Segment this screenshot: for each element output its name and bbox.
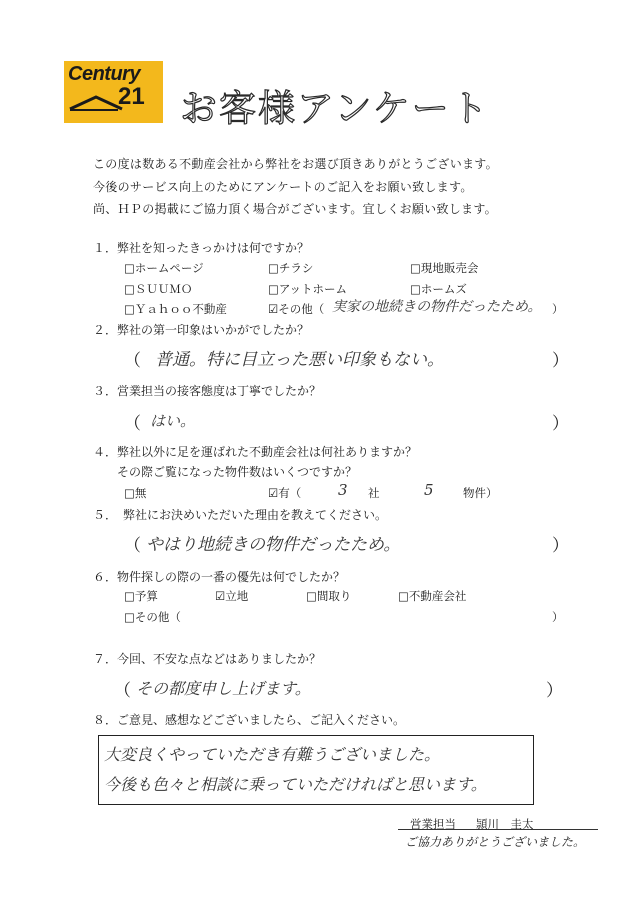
staff-name: 頴川 圭太 bbox=[476, 817, 534, 831]
intro-line-2: 今後のサービス向上のためにアンケートのご記入をお願い致します。 bbox=[93, 180, 473, 194]
q1-other-close: ） bbox=[552, 302, 564, 316]
q4-unit-property: 物件） bbox=[463, 486, 498, 500]
q4-property-count: 5 bbox=[424, 481, 434, 499]
q4-label: ４．弊社以外に足を運ばれた不動産会社は何社ありますか？ bbox=[93, 445, 418, 459]
logo-number: 21 bbox=[118, 83, 145, 110]
q2-answer: 普通。特に目立った悪い印象もない。 bbox=[155, 350, 444, 370]
q1-option-flyer: □チラシ bbox=[268, 261, 314, 275]
q6-option-other: □その他（ bbox=[124, 610, 181, 624]
q4-label-2: その際ご覧になった物件数はいくつですか？ bbox=[117, 465, 358, 479]
q5-answer: やはり地続きの物件だったため。 bbox=[146, 535, 401, 555]
signature-line bbox=[398, 829, 598, 830]
q3-label: ３．営業担当の接客態度は丁寧でしたか？ bbox=[93, 384, 322, 398]
intro-line-1: この度は数ある不動産会社から弊社をお選び頂きありがとうございます。 bbox=[93, 157, 498, 171]
q7-open-paren: （ bbox=[114, 681, 131, 701]
intro-line-3: 尚、ＨＰの掲載にご協力頂く場合がございます。宜しくお願い致します。 bbox=[93, 202, 497, 216]
logo-wordmark: Century bbox=[68, 63, 141, 85]
q4-company-count: 3 bbox=[338, 481, 348, 499]
q7-answer: その都度申し上げます。 bbox=[136, 679, 311, 698]
q6-option-layout: □間取り bbox=[306, 589, 352, 603]
q1-other-answer: 実家の地続きの物件だったため。 bbox=[332, 299, 542, 315]
q1-option-homepage: □ホームページ bbox=[124, 261, 204, 275]
comment-line-2: 今後も色々と相談に乗っていただければと思います。 bbox=[104, 775, 487, 794]
century21-logo bbox=[64, 61, 163, 123]
q2-label: ２．弊社の第一印象はいかがでしたか？ bbox=[93, 323, 310, 337]
q6-label: ６．物件探しの際の一番の優先は何でしたか？ bbox=[93, 570, 346, 584]
q8-label: ８．ご意見、感想などございましたら、ご記入ください。 bbox=[93, 713, 406, 727]
staff-label: 営業担当 bbox=[410, 817, 456, 831]
comment-box bbox=[98, 735, 534, 805]
page-title: お客様アンケート bbox=[180, 87, 490, 130]
q6-option-location: ☑立地 bbox=[215, 589, 249, 603]
q1-option-suumo: □ＳＵＵＭＯ bbox=[124, 282, 193, 296]
q4-option-yes: ☑有（ bbox=[268, 486, 302, 500]
q1-option-athome: □アットホーム bbox=[268, 282, 348, 296]
q7-close-paren: ） bbox=[546, 681, 563, 701]
comment-line-1: 大変良くやっていただき有難うございました。 bbox=[104, 745, 441, 764]
q3-close-paren: ） bbox=[552, 414, 569, 434]
thanks-text: ご協力ありがとうございました。 bbox=[405, 835, 586, 849]
q4-unit-company: 社 bbox=[368, 486, 380, 500]
q2-close-paren: ） bbox=[552, 351, 569, 371]
q5-close-paren: ） bbox=[552, 536, 569, 556]
q3-open-paren: （ bbox=[124, 414, 141, 434]
q6-other-close: ） bbox=[552, 610, 564, 624]
q1-option-open-house: □現地販売会 bbox=[410, 261, 479, 275]
q3-answer: はい。 bbox=[150, 412, 196, 430]
q5-label: ５． 弊社にお決めいただいた理由を教えてください。 bbox=[93, 508, 388, 522]
q1-option-yahoo: □Ｙａｈｏｏ不動産 bbox=[124, 302, 227, 316]
q6-option-agency: □不動産会社 bbox=[398, 589, 467, 603]
q1-option-homes: □ホームズ bbox=[410, 282, 467, 296]
q2-open-paren: （ bbox=[124, 351, 141, 371]
q5-open-paren: （ bbox=[124, 536, 141, 556]
q4-option-none: □無 bbox=[124, 486, 147, 500]
q6-option-budget: □予算 bbox=[124, 589, 158, 603]
q1-label: １．弊社を知ったきっかけは何ですか？ bbox=[93, 241, 310, 255]
q7-label: ７．今回、不安な点などはありましたか？ bbox=[93, 652, 322, 666]
q1-option-other: ☑その他（ bbox=[268, 302, 325, 316]
